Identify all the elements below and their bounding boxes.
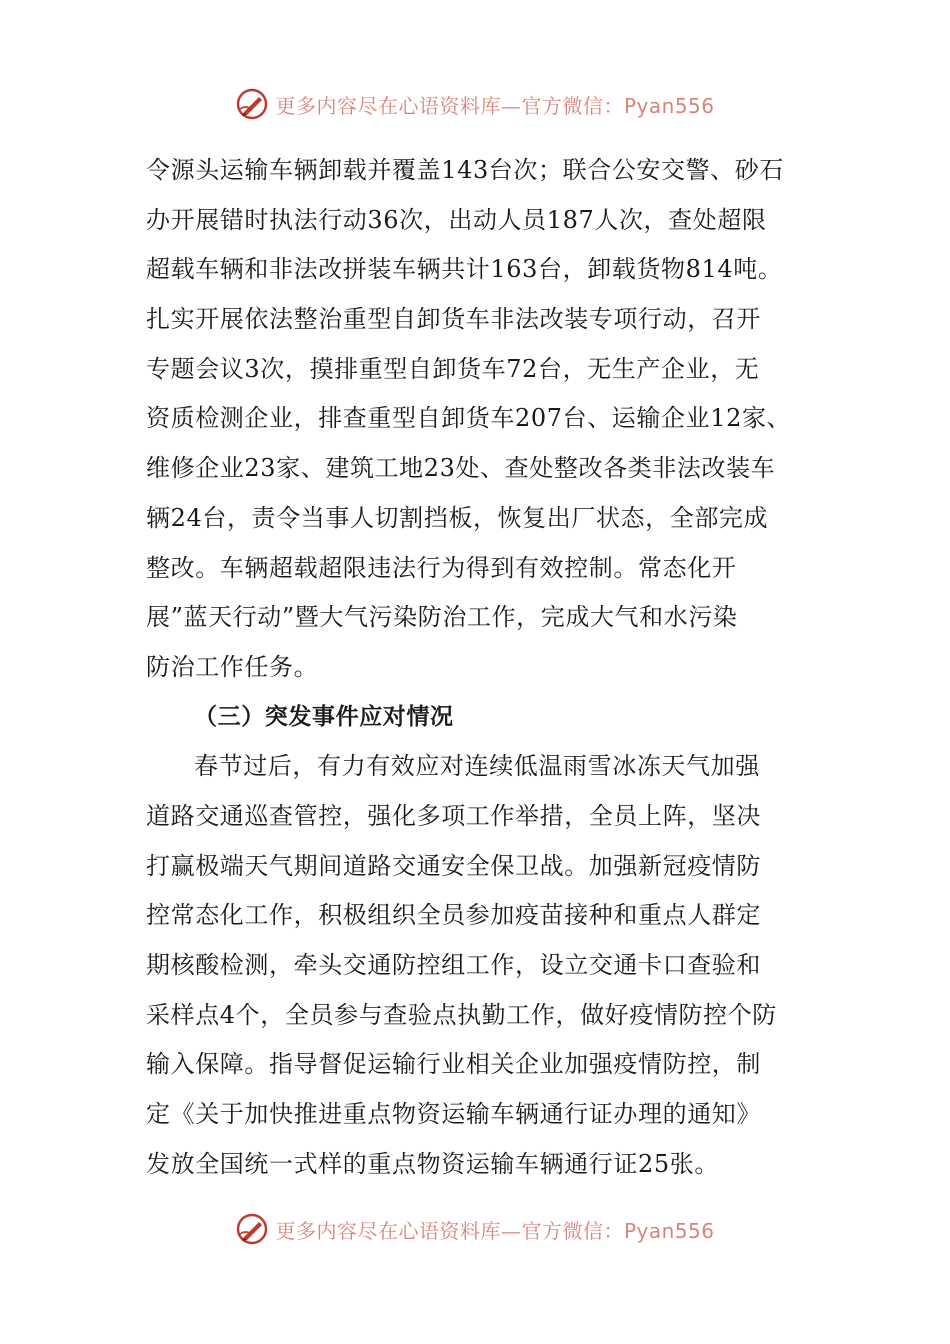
paragraph-line: 整改。车辆超载超限违法行为得到有效控制。常态化开 — [146, 553, 737, 582]
banner-wechat-id: Pyan556 — [623, 1218, 715, 1243]
paragraph-line: 扎实开展依法整治重型自卸货车非法改装专项行动，召开 — [146, 305, 761, 334]
paragraph-line: 办开展错时执法行动36次，出动人员187人次，查处超限 — [146, 205, 767, 234]
paragraph-line: 期核酸检测，牵头交通防控组工作，设立交通卡口查验和 — [146, 951, 761, 979]
paragraph-line: 采样点4个，全员参与查验点执勤工作，做好疫情防控个防 — [146, 1000, 777, 1029]
banner-wechat-id: Pyan556 — [623, 93, 715, 118]
paragraph-line: 防治工作任务。 — [146, 652, 319, 681]
paragraph-line: 春节过后，有力有效应对连续低温雨雪冰冻天气加强 — [194, 752, 760, 781]
paragraph-line: 维修企业23家、建筑工地23处、查处整改各类非法改装车 — [146, 454, 776, 483]
footer-banner — [0, 1209, 950, 1249]
banner-text — [275, 1215, 714, 1244]
paragraph-line: 资质检测企业，排查重型自卸货车207台、运输企业12家、 — [146, 404, 792, 433]
document-body — [146, 146, 816, 1189]
banner-message: 更多内容尽在心语资料库—官方微信： — [275, 1218, 624, 1243]
pen-logo-icon — [235, 87, 269, 121]
pen-logo-icon — [235, 1212, 269, 1246]
paragraph-line: 展”蓝天行动”暨大气污染防治工作，完成大气和水污染 — [146, 603, 738, 632]
paragraph-line: 专题会议3次，摸排重型自卸货车72台，无生产企业，无 — [146, 354, 760, 383]
banner-message: 更多内容尽在心语资料库—官方微信： — [275, 93, 624, 118]
paragraph-line: 输入保障。指导督促运输行业相关企业加强疫情防控，制 — [146, 1050, 761, 1079]
paragraph-line: 道路交通巡查管控，强化多项工作举措，全员上阵，坚决 — [146, 801, 761, 830]
banner-text — [275, 90, 714, 119]
header-banner — [0, 84, 950, 124]
paragraph-line: 超载车辆和非法改拼装车辆共计163台，卸载货物814吨。 — [146, 255, 783, 284]
paragraph-line: 发放全国统一式样的重点物资运输车辆通行证25张。 — [146, 1149, 719, 1178]
paragraph-line: 辆24台，责令当事人切割挡板，恢复出厂状态，全部完成 — [146, 503, 769, 532]
paragraph-line: 定《关于加快推进重点物资运输车辆通行证办理的通知》 — [146, 1100, 761, 1129]
paragraph-line: 打赢极端天气期间道路交通安全保卫战。加强新冠疫情防 — [146, 851, 761, 880]
paragraph-line: 控常态化工作，积极组织全员参加疫苗接种和重点人群定 — [146, 901, 761, 930]
paragraph-line: 令源头运输车辆卸载并覆盖143台次；联合公安交警、砂石 — [146, 156, 785, 184]
section-heading: （三）突发事件应对情况 — [194, 703, 454, 730]
